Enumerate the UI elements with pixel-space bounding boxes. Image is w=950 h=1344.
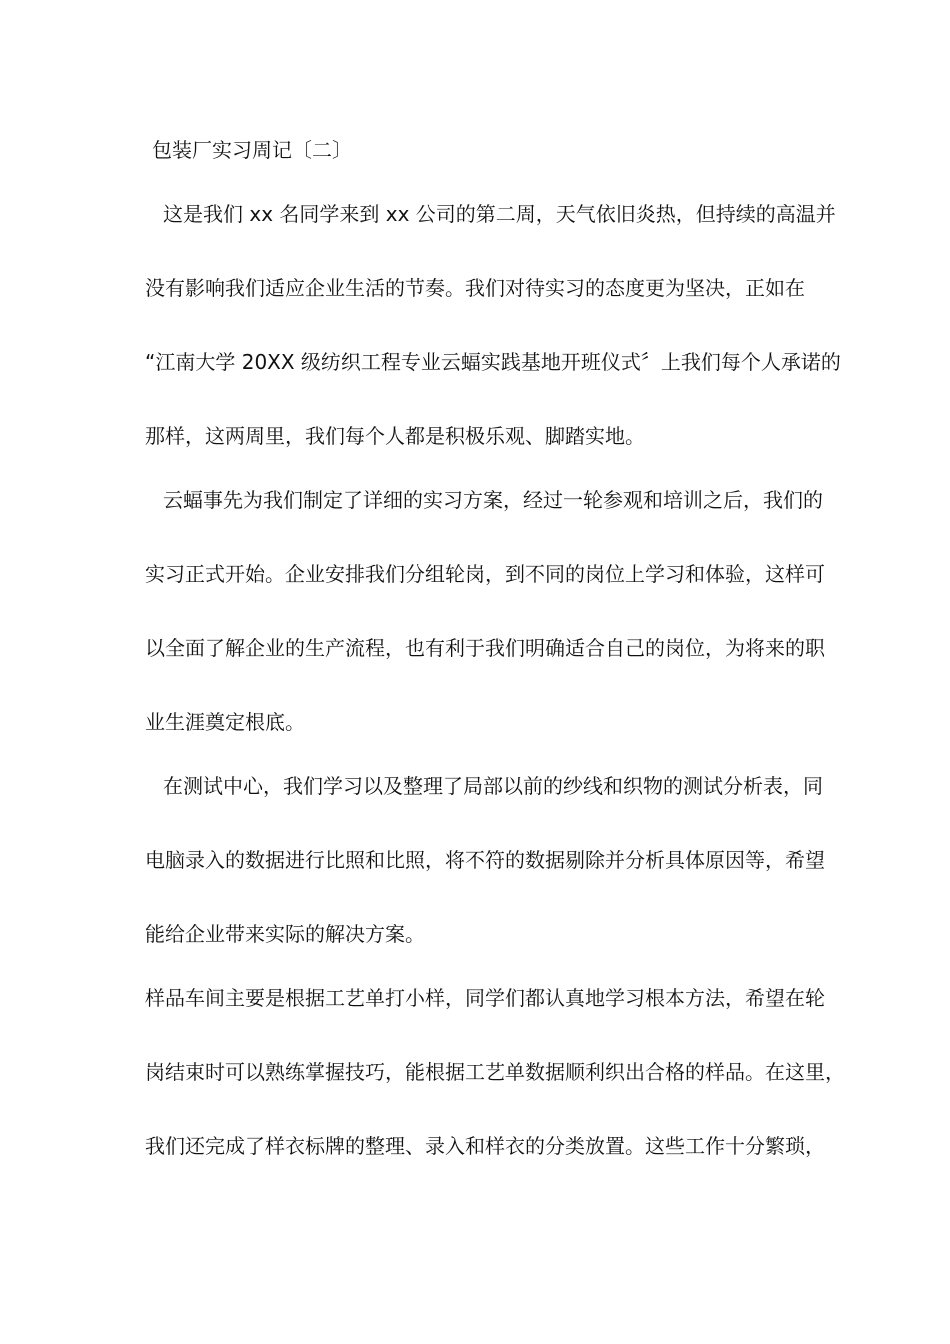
- paragraph-line: 这是我们 xx 名同学来到 xx 公司的第二周，天气依旧炎热，但持续的高温并: [163, 202, 836, 226]
- paragraph-line: 没有影响我们适应企业生活的节奏。我们对待实习的态度更为坚决，正如在: [145, 276, 805, 300]
- paragraph-line: 在测试中心，我们学习以及整理了局部以前的纱线和织物的测试分析表，同: [163, 774, 823, 798]
- paragraph-line: 电脑录入的数据进行比照和比照，将不符的数据剔除并分析具体原因等，希望: [145, 848, 825, 872]
- paragraph-line: 我们还完成了样衣标牌的整理、录入和样衣的分类放置。这些工作十分繁琐，: [145, 1134, 825, 1158]
- paragraph-line: 实习正式开始。企业安排我们分组轮岗，到不同的岗位上学习和体验，这样可: [145, 562, 825, 586]
- paragraph-line: 那样，这两周里，我们每个人都是积极乐观、脚踏实地。: [145, 424, 645, 448]
- paragraph-line: 样品车间主要是根据工艺单打小样，同学们都认真地学习根本方法，希望在轮: [145, 986, 825, 1010]
- paragraph-line: 岗结束时可以熟练掌握技巧，能根据工艺单数据顺利织出合格的样品。在这里，: [145, 1060, 845, 1084]
- paragraph-line: “江南大学 20XX 级纺织工程专业云蝠实践基地开班仪式〞上我们每个人承诺的: [145, 350, 841, 374]
- paragraph-line: 业生涯奠定根底。: [145, 710, 305, 734]
- paragraph-line: 云蝠事先为我们制定了详细的实习方案，经过一轮参观和培训之后，我们的: [163, 488, 823, 512]
- document-title: 包装厂实习周记〔二〕: [152, 138, 352, 162]
- paragraph-line: 以全面了解企业的生产流程，也有利于我们明确适合自己的岗位，为将来的职: [145, 636, 825, 660]
- paragraph-line: 能给企业带来实际的解决方案。: [145, 922, 425, 946]
